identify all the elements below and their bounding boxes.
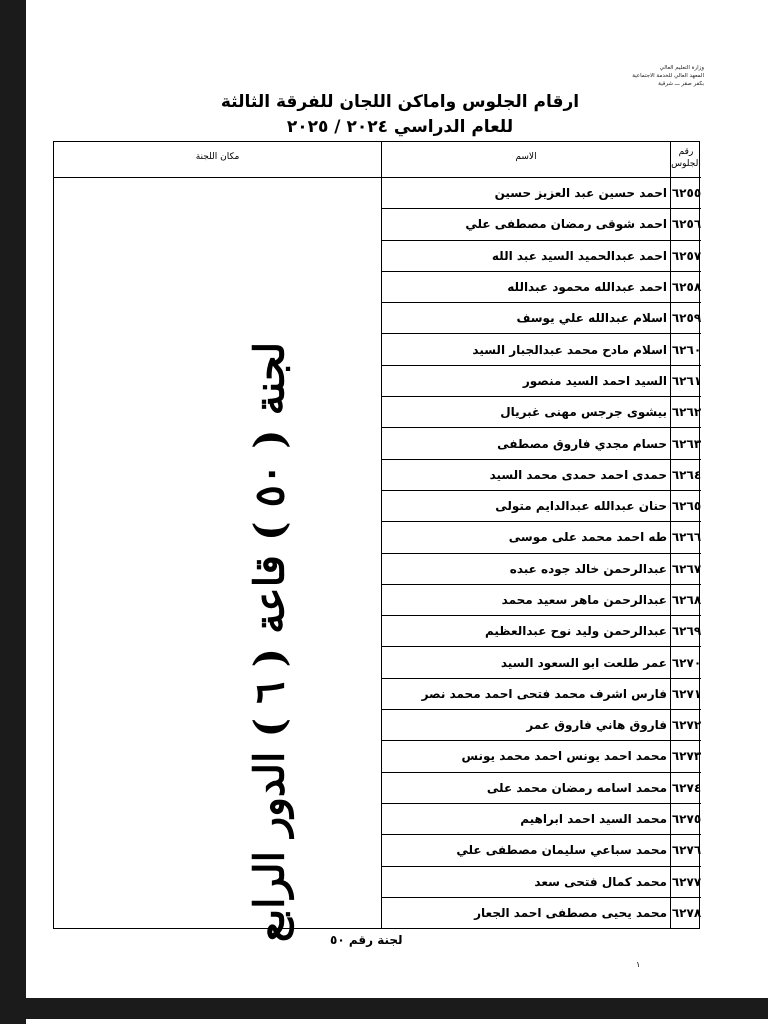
table-row (382, 898, 701, 929)
seat-number: ٦٢٦٥ (671, 499, 702, 514)
seat-number: ٦٢٦٨ (671, 593, 702, 607)
table-row (382, 616, 701, 647)
seat-number: ٦٢٧٦ (671, 843, 702, 858)
table-row (382, 272, 701, 303)
page-number: ١ (636, 960, 641, 969)
table-row (382, 867, 701, 898)
table-row (382, 334, 701, 365)
seat-number: ٦٢٥٧ (671, 248, 702, 263)
scan-left-border (0, 0, 26, 1024)
seat-number: ٦٢٦٠ (671, 342, 702, 357)
table-body (382, 178, 701, 929)
table-row (382, 773, 701, 804)
seat-number: ٦٢٥٦ (671, 217, 702, 232)
table-row (382, 647, 701, 678)
seat-number: ٦٢٧٥ (671, 812, 702, 827)
table-row (382, 209, 701, 240)
ministry-header (632, 64, 704, 88)
seat-number: ٦٢٧٨ (671, 906, 702, 921)
table-row (382, 491, 701, 522)
table-row (382, 522, 701, 553)
student-name: عبدالرحمن خالد جوده عبده (509, 561, 667, 576)
student-name: محمد كمال فتحى سعد (534, 874, 667, 889)
scan-bottom-strip (26, 1019, 768, 1024)
seat-number: ٦٢٧٢ (671, 718, 702, 733)
header-seat-line2: الجلوس (671, 159, 701, 169)
student-name: السيد احمد السيد منصور (522, 373, 667, 388)
seat-number: ٦٢٥٥ (671, 186, 702, 201)
header-cell-place (54, 142, 381, 178)
header-place: مكان اللجنة (195, 152, 240, 162)
institute-line: المعهد العالي للخدمة الاجتماعية (632, 73, 704, 79)
seat-number: ٦٢٦٤ (671, 467, 702, 482)
header-seat (671, 146, 701, 170)
student-name: اسلام مادح محمد عبدالجبار السيد (472, 342, 667, 357)
student-name: محمد السيد احمد ابراهيم (520, 812, 667, 827)
student-name: عمر طلعت ابو السعود السيد (500, 655, 667, 670)
seat-number: ٦٢٦٧ (671, 561, 702, 576)
student-name: عبدالرحمن ماهر سعيد محمد (501, 593, 667, 607)
student-name: فاروق هاني فاروق عمر (526, 718, 667, 733)
seat-number: ٦٢٧٤ (671, 780, 702, 795)
committee-location: لجنة ( ٥٠ ) قاعة ( ٦ ) الدور الرابع (245, 341, 294, 943)
seat-number: ٦٢٧١ (671, 686, 702, 701)
table-row (382, 428, 701, 459)
student-name: بيشوى جرجس مهنى غبريال (500, 405, 667, 420)
student-name: احمد عبدالله محمود عبدالله (507, 280, 667, 295)
seat-number: ٦٢٦٦ (671, 530, 702, 545)
header-name: الاسم (515, 152, 537, 162)
student-name: حمدى احمد حمدى محمد السيد (489, 467, 667, 482)
student-name: محمد سباعي سليمان مصطفى علي (456, 843, 667, 858)
seat-number: ٦٢٧٧ (671, 874, 702, 889)
student-name: محمد احمد يونس احمد محمد يونس (461, 749, 667, 764)
table-row (382, 741, 701, 772)
student-name: حنان عبدالله عبدالدايم متولى (495, 499, 667, 514)
ministry-line: وزارة التعليم العالي (659, 65, 704, 71)
table-row (382, 366, 701, 397)
seat-number: ٦٢٧٣ (671, 749, 702, 764)
table-row (382, 710, 701, 741)
student-name: احمد عبدالحميد السيد عبد الله (491, 248, 667, 263)
seat-number: ٦٢٥٨ (671, 280, 702, 295)
student-name: اسلام عبدالله علي يوسف (516, 311, 667, 326)
student-name: فارس اشرف محمد فتحى احمد محمد نصر (421, 686, 667, 701)
seat-number: ٦٢٥٩ (671, 311, 702, 326)
table-row (382, 178, 701, 209)
header-cell-name (382, 142, 670, 178)
student-name: محمد يحيى مصطفى احمد الجعار (474, 906, 667, 921)
student-name: طه احمد محمد على موسى (508, 530, 667, 545)
seat-number: ٦٢٦٩ (671, 624, 702, 639)
table-row (382, 460, 701, 491)
student-name: احمد حسين عبد العزيز حسين (494, 186, 667, 201)
committee-number: لجنة رقم ٥٠ (330, 933, 403, 947)
student-name: محمد اسامه رمضان محمد على (486, 780, 667, 795)
table-row (382, 835, 701, 866)
table-row (382, 585, 701, 616)
seat-number: ٦٢٦١ (671, 373, 702, 388)
table-row (382, 554, 701, 585)
student-name: احمد شوقى رمضان مصطفى علي (465, 217, 667, 232)
seat-number: ٦٢٧٠ (671, 655, 702, 670)
header-cell-seat (671, 142, 701, 178)
table-row (382, 804, 701, 835)
student-name: حسام مجدي فاروق مصطفى (497, 436, 667, 451)
academic-year: للعام الدراسي ٢٠٢٤ / ٢٠٢٥ (286, 117, 514, 137)
page-title: ارقام الجلوس واماكن اللجان للفرقة الثالثة (220, 92, 580, 112)
table-row (382, 303, 701, 334)
table-row (382, 397, 701, 428)
student-name: عبدالرحمن وليد نوح عبدالعظيم (484, 624, 667, 639)
seat-number: ٦٢٦٣ (671, 436, 702, 451)
table-row (382, 679, 701, 710)
location-line: بكفر صقر ـــ شرقية (658, 81, 704, 87)
header-seat-line1: رقم (678, 147, 694, 157)
seat-number: ٦٢٦٢ (671, 405, 702, 420)
table-row (382, 241, 701, 272)
